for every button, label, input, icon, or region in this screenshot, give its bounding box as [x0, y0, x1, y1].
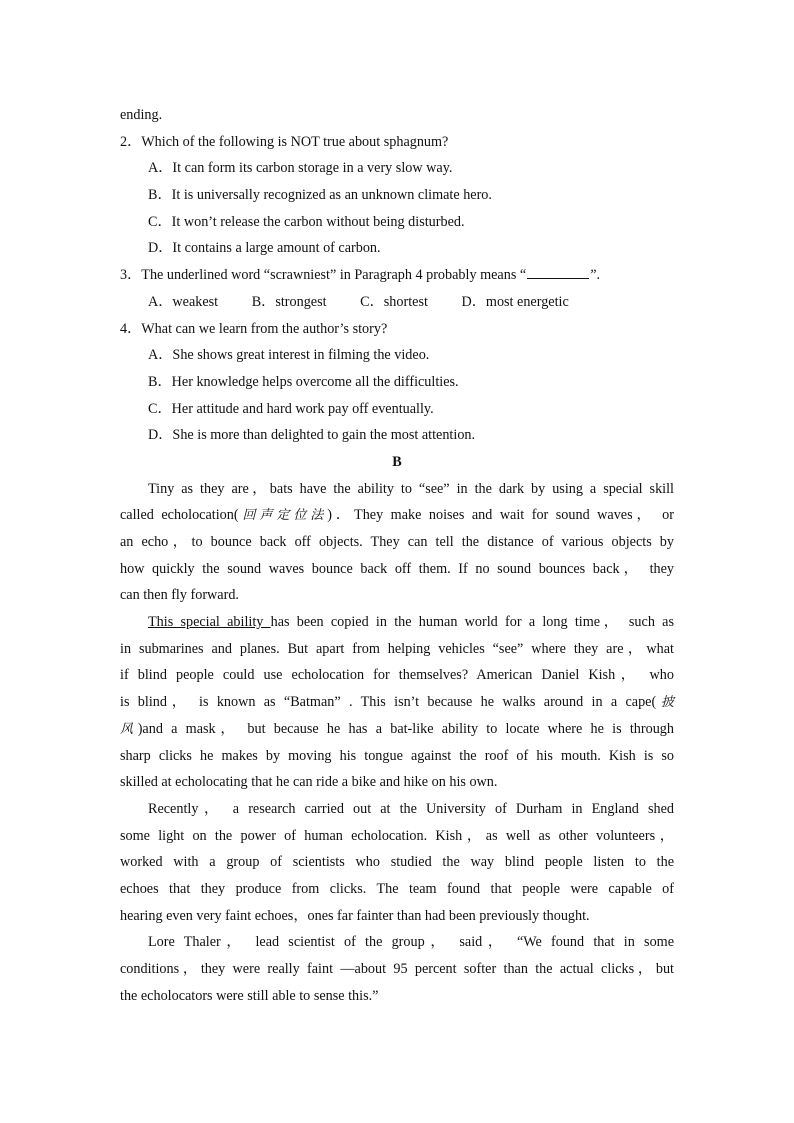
para2-text: has been copied in the human world for a long time， such as — [270, 614, 674, 631]
para1-line-1: Tiny as they are，bats have the ability to “see” in the dark by using a special skill — [148, 480, 674, 497]
question-4-option-b: B．Her knowledge helps overcome all the difficulties. — [148, 373, 459, 390]
question-3-stem-text: 3．The underlined word “scrawniest” in Paragraph 4 probably means “ — [120, 267, 527, 284]
para1-line-4: how quickly the sound waves bounce back off them. If no sound bounces back， they — [120, 560, 674, 577]
para4-line-3: the echolocators were still able to sense this.” — [120, 987, 379, 1004]
para3-line-4: echoes that they produce from clicks. The team found that people were capable of — [120, 880, 674, 897]
answer-blank — [527, 264, 589, 279]
document-page — [120, 102, 674, 1009]
para3-line-1: Recently， a research carried out at the University of Durham in England shed — [148, 800, 674, 817]
question-4-option-a: A．She shows great interest in filming the video. — [148, 347, 430, 364]
para2-line-2: in submarines and planes. But apart from helping vehicles “see” where they are，what — [120, 640, 674, 657]
para4-line-1: Lore Thaler， lead scientist of the group， said， “We found that in some — [148, 934, 674, 951]
chinese-gloss: 风 — [120, 721, 138, 737]
para1-line-5: can then fly forward. — [120, 587, 239, 604]
question-3-option-b: B．strongest — [251, 293, 327, 310]
question-2-stem: 2．Which of the following is NOT true about sphagnum? — [120, 133, 449, 150]
para3-line-3: worked with a group of scientists who studied the way blind people listen to the — [120, 854, 674, 871]
question-4-stem: 4．What can we learn from the author’s story? — [120, 320, 388, 337]
question-3-options — [120, 289, 674, 316]
para3-line-5: hearing even very faint echoes，ones far fainter than had been previously thought. — [120, 907, 590, 924]
passage-fragment: ending. — [120, 107, 163, 123]
question-3-stem-end: ”. — [590, 267, 601, 284]
question-3-option-d: D．most energetic — [461, 293, 569, 310]
question-4-option-c: C．Her attitude and hard work pay off eventually. — [148, 400, 434, 417]
underlined-phrase: This special ability — [148, 614, 271, 631]
question-2-option-d: D．It contains a large amount of carbon. — [148, 240, 381, 257]
para1-line-3: an echo，to bounce back off objects. They can tell the distance of various objects by — [120, 534, 674, 550]
question-2-option-a: A．It can form its carbon storage in a very slow way. — [148, 160, 453, 177]
para2-text: is blind， is known as “Batman” . This isn’t because he walks around in a cape( — [120, 694, 657, 711]
section-heading: B — [392, 453, 402, 470]
question-2-option-c: C．It won’t release the carbon without being disturbed. — [148, 213, 465, 230]
question-3-stem — [120, 262, 674, 289]
para2-line-1 — [120, 609, 674, 636]
para3-line-2: some light on the power of human echolocation. Kish，as well as other volunteers， — [120, 827, 674, 844]
para2-line-6: sharp clicks he makes by moving his tongue against the roof of his mouth. Kish is so — [120, 747, 674, 764]
question-2-option-b: B．It is universally recognized as an unknown climate hero. — [148, 187, 492, 204]
para1-text: )．They make noises and wait for sound waves， or — [327, 507, 674, 524]
para2-line-3: if blind people could use echolocation for themselves? American Daniel Kish， who — [120, 667, 674, 684]
question-3-option-c: C．shortest — [360, 293, 428, 310]
question-4-option-d: D．She is more than delighted to gain the most attention. — [148, 427, 476, 444]
para4-line-2: conditions，they were really faint —about 95 percent softer than the actual clicks，but — [120, 961, 674, 977]
question-3-option-a: A．weakest — [148, 293, 219, 310]
chinese-gloss: 回声定位法 — [238, 508, 328, 524]
para2-line-5 — [120, 716, 674, 743]
para2-line-4 — [120, 689, 674, 716]
para1-line-2 — [120, 502, 674, 529]
chinese-gloss: 披 — [656, 695, 674, 711]
para2-line-7: skilled at echolocating that he can ride a bike and hike on his own. — [120, 774, 498, 791]
para1-text: called echolocation( — [120, 507, 239, 524]
para2-text: )and a mask， but because he has a bat-like ability to locate where he is through — [137, 720, 674, 737]
